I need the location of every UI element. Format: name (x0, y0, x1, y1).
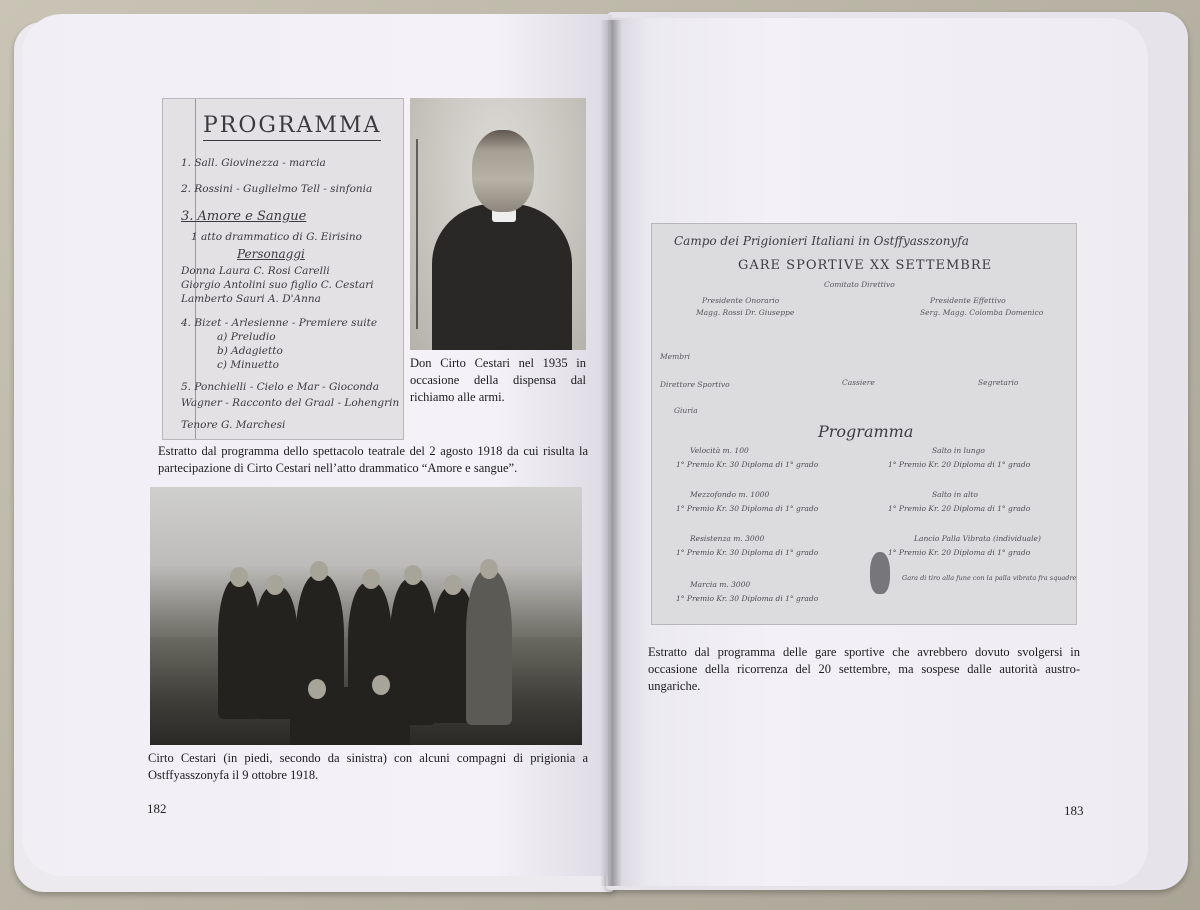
jury-label: Giuria (674, 406, 698, 415)
group-photo (150, 487, 582, 745)
event-row: Resistenza m. 3000 (690, 534, 765, 543)
photo-face (266, 575, 284, 595)
page-number-left: 182 (147, 801, 167, 816)
event-row: Gara di tiro alla fune con la palla vibrata fra squadre (902, 574, 1077, 582)
photo-figure (466, 571, 512, 725)
program-line: 2. Rossini - Guglielmo Tell - sinfonia (181, 183, 373, 195)
program-line: Giorgio Antolini suo figlio C. Cestari (181, 279, 374, 291)
photo-face (480, 559, 498, 579)
page-number-right: 183 (1064, 803, 1084, 818)
event-row: Lancio Palla Vibrata (individuale) (914, 534, 1041, 543)
photo-face (404, 565, 422, 585)
president-left: Presidente Onorario (702, 296, 780, 305)
photo-face (308, 679, 326, 699)
president-left-name: Magg. Rossi Dr. Giuseppe (696, 308, 795, 317)
event-row: 1° Premio Kr. 30 Diploma di 1° grado (676, 460, 819, 469)
cassock-shape (432, 204, 572, 350)
photo-face (372, 675, 390, 695)
program-line: 5. Ponchielli - Cielo e Mar - Gioconda (181, 381, 380, 393)
photo-face (362, 569, 380, 589)
program-line: 1 atto drammatico di G. Eirisino (191, 231, 363, 243)
program-line: Tenore G. Marchesi (181, 419, 286, 431)
photo-face (230, 567, 248, 587)
secretary-label: Segretario (978, 378, 1019, 387)
director-label: Direttore Sportivo (660, 380, 730, 389)
group-caption: Cirto Cestari (in piedi, secondo da sinistra) con alcuni compagni di prigionia a Ostffyasszonyfa il 9 ottobre 1918. (148, 751, 588, 782)
sports-program-image (651, 223, 1077, 625)
program-line: 1. Sall. Giovinezza - marcia (181, 157, 326, 169)
event-row: Salto in lungo (932, 446, 985, 455)
program-caption: Estratto dal programma dello spettacolo teatrale del 2 agosto 1918 da cui risulta la partecipazione di Cirto Cestari nell’atto drammatico “Amore e sangue”. (158, 444, 588, 475)
program-line: 4. Bizet - Arlesienne - Premiere suite (181, 317, 378, 329)
program-line: b) Adagietto (217, 345, 283, 357)
event-row: Salto in alto (932, 490, 978, 499)
sports-title: GARE SPORTIVE XX SETTEMBRE (738, 258, 993, 273)
event-row: 1° Premio Kr. 30 Diploma di 1° grado (676, 594, 819, 603)
event-row: 1° Premio Kr. 20 Diploma di 1° grado (888, 548, 1031, 557)
portrait-caption: Don Cirto Cestari nel 1935 in occasione della dispensa dal richiamo alle armi. (410, 356, 586, 404)
president-right-name: Serg. Magg. Colomba Domenico (920, 308, 1044, 317)
program-line: a) Preludio (217, 331, 276, 343)
program-line: Lamberto Sauri A. D'Anna (181, 293, 321, 305)
program-line: 3. Amore e Sangue (181, 209, 307, 224)
event-row: 1° Premio Kr. 20 Diploma di 1° grado (888, 460, 1031, 469)
photo-figure (254, 587, 298, 719)
book-gutter (600, 20, 622, 886)
program-title: PROGRAMMA (203, 113, 381, 141)
members-label: Membri (660, 352, 691, 361)
photo-face (310, 561, 328, 581)
camp-title: Campo dei Prigionieri Italiani in Ostffyasszonyfa (674, 234, 969, 248)
president-right: Presidente Effettivo (930, 296, 1006, 305)
event-row: 1° Premio Kr. 20 Diploma di 1° grado (888, 504, 1031, 513)
committee-label: Comitato Direttivo (824, 280, 895, 289)
sports-caption: Estratto dal programma delle gare sportive che avrebbero dovuto svolgersi in occasione della ricorrenza del 20 settembre, ma sospese dalle autorità austro-ungariche. (648, 645, 1080, 693)
theatre-program-image (162, 98, 404, 440)
photo-figure (290, 687, 410, 745)
program-line: c) Minuetto (217, 359, 279, 371)
photo-face (444, 575, 462, 595)
event-row: Marcia m. 3000 (690, 580, 751, 589)
event-row: Mezzofondo m. 1000 (690, 490, 770, 499)
portrait-head (472, 130, 534, 212)
cashier-label: Cassiere (842, 378, 875, 387)
program-line: Donna Laura C. Rosi Carelli (181, 265, 330, 277)
program-heading: Programma (818, 422, 914, 441)
event-row: 1° Premio Kr. 30 Diploma di 1° grado (676, 548, 819, 557)
program-line: Wagner - Racconto del Graal - Lohengrin (181, 397, 400, 409)
event-row: Velocità m. 100 (690, 446, 749, 455)
event-row: 1° Premio Kr. 30 Diploma di 1° grado (676, 504, 819, 513)
portrait-photo (410, 98, 586, 350)
program-line: Personaggi (237, 247, 305, 261)
ink-stain (870, 552, 890, 594)
